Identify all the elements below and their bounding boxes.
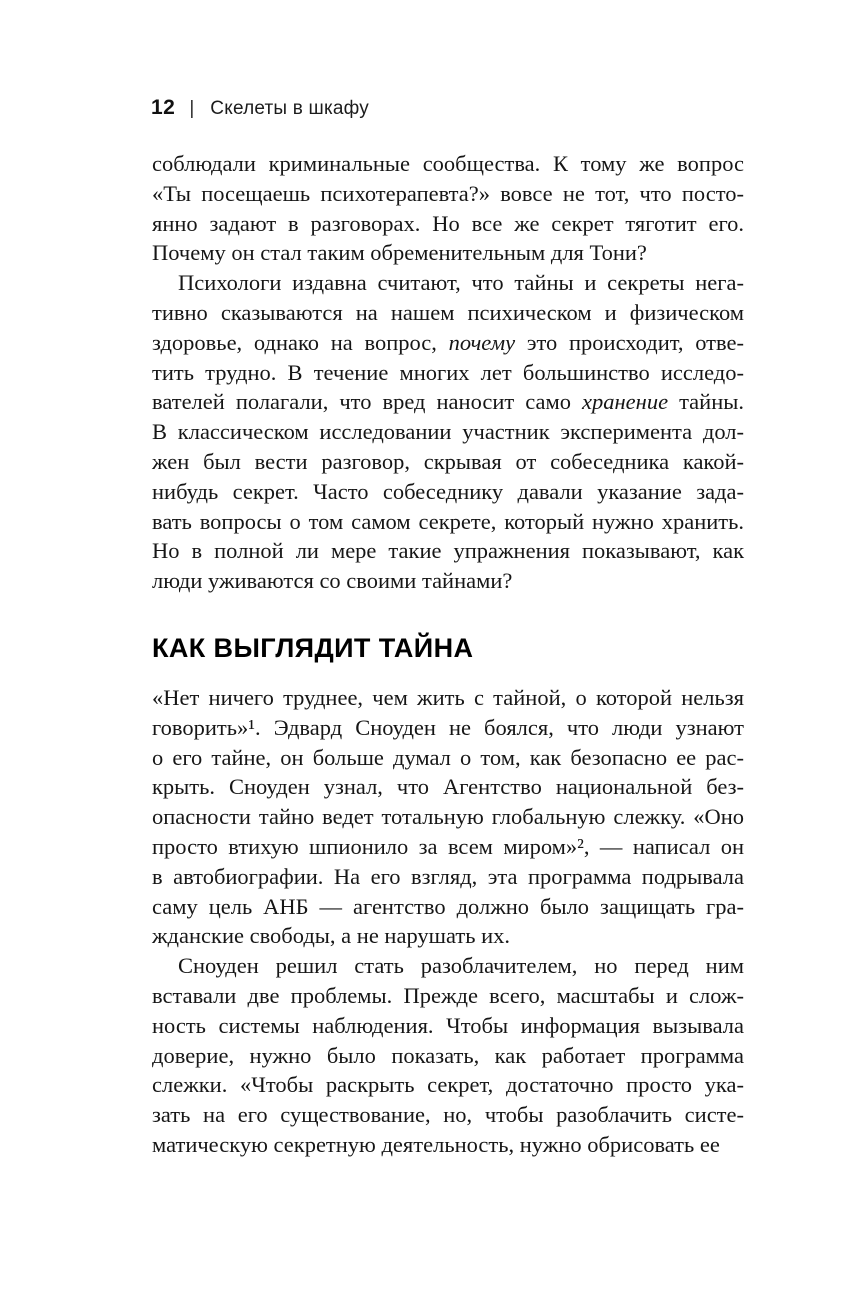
running-header	[151, 96, 369, 120]
text-line: саму цель АНБ — агентство должно было защищать гра-	[152, 893, 744, 919]
text-line: в автобиографии. На его взгляд, эта программа подрывала	[152, 863, 744, 889]
text-line: крыть. Сноуден узнал, что Агентство национальной без-	[152, 774, 744, 800]
text-line: вставали две проблемы. Прежде всего, масштабы и слож-	[152, 982, 744, 1008]
paragraph	[152, 951, 744, 1160]
text-line: «Ты посещаешь психотерапевта?» вовсе не тот, что посто-	[152, 180, 744, 206]
text-line: слежки. «Чтобы раскрыть секрет, достаточно просто ука-	[152, 1072, 744, 1098]
text-line: просто втихую шпионило за всем миром»², — написал он	[152, 833, 744, 859]
paragraph	[152, 683, 744, 951]
text-line: Психологи издавна считают, что тайны и секреты нега-	[178, 270, 744, 296]
text-line: вателей полагали, что вред наносит само хранение тайны.	[152, 389, 744, 415]
text-line: Сноуден решил стать разоблачителем, но перед ним	[178, 953, 744, 979]
text-line: жен был вести разговор, скрывая от собеседника какой-	[152, 448, 744, 474]
text-line: опасности тайно ведет тотальную глобальную слежку. «Оно	[152, 804, 744, 830]
page-number: 12	[151, 96, 176, 119]
text-line: жданские свободы, а не нарушать их.	[152, 923, 511, 949]
running-title: Скелеты в шкафу	[210, 98, 369, 119]
text-line: вать вопросы о том самом секрете, который нужно хранить.	[152, 508, 744, 534]
text-line: тить трудно. В течение многих лет большинство исследо-	[152, 359, 744, 385]
text-line: зать на его существование, но, чтобы разоблачить систе-	[152, 1102, 744, 1128]
text-line: тивно сказываются на нашем психическом и физическом	[152, 299, 744, 325]
text-line: Но в полной ли мере такие упражнения показывают, как	[152, 538, 744, 564]
text-line: матическую секретную деятельность, нужно обрисовать ее	[152, 1131, 720, 1157]
text-line: Почему он стал таким обременительным для Тони?	[152, 240, 647, 266]
paragraph	[152, 268, 744, 596]
paragraph	[152, 149, 744, 268]
text-line: соблюдали криминальные сообщества. К тому же вопрос	[152, 151, 744, 176]
text-line: доверие, нужно было показать, как работает программа	[152, 1042, 744, 1068]
section-heading: КАК ВЫГЛЯДИТ ТАЙНА	[152, 632, 474, 663]
text-line: люди уживаются со своими тайнами?	[152, 568, 513, 594]
text-line: ность системы наблюдения. Чтобы информация вызывала	[152, 1012, 744, 1038]
text-line: о его тайне, он больше думал о том, как безопасно ее рас-	[152, 744, 744, 770]
text-line: «Нет ничего труднее, чем жить с тайной, о которой нельзя	[152, 684, 744, 710]
text-line: янно задают в разговорах. Но все же секрет тяготит его.	[152, 210, 744, 236]
page-body	[152, 149, 744, 1160]
text-line: нибудь секрет. Часто собеседнику давали указание зада-	[152, 478, 744, 504]
header-divider: |	[189, 98, 195, 119]
text-line: В классическом исследовании участник эксперимента дол-	[152, 419, 744, 445]
text-line: здоровье, однако на вопрос, почему это происходит, отве-	[152, 329, 744, 355]
text-line: говорить»¹. Эдвард Сноуден не боялся, что люди узнают	[152, 714, 744, 740]
